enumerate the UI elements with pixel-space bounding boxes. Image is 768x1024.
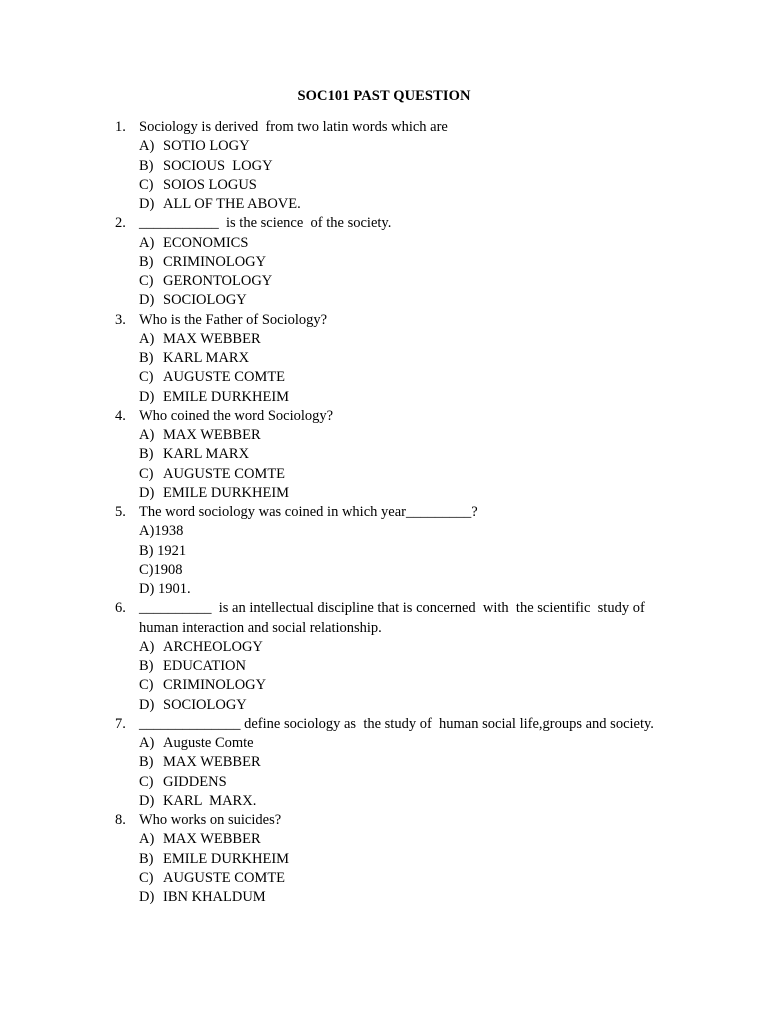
- question-text: Who coined the word Sociology?: [139, 407, 334, 424]
- option-letter: B): [139, 658, 154, 674]
- option-text: MAX WEBBER: [163, 831, 261, 848]
- question-number: 7.: [115, 715, 126, 732]
- question-number: 6.: [115, 600, 126, 617]
- answer-option: [139, 445, 768, 464]
- answer-option: [139, 542, 768, 561]
- question-number: 1.: [115, 119, 126, 135]
- option-letter: D): [139, 581, 155, 597]
- option-letter: A): [139, 330, 155, 347]
- question-text: The word sociology was coined in which year_________?: [139, 504, 478, 520]
- option-letter: A): [139, 831, 155, 848]
- question-item: [0, 503, 768, 599]
- answer-option: [139, 657, 768, 676]
- option-letter: D): [139, 889, 155, 905]
- option-text: EMILE DURKHEIM: [163, 484, 290, 501]
- option-letter: D): [139, 292, 155, 309]
- option-letter: A): [139, 638, 155, 655]
- question-number: 2.: [115, 215, 126, 232]
- question-text: __________ is an intellectual discipline that is concerned with the scientific study of human interaction and social relationship.: [139, 600, 649, 636]
- question-item: [0, 214, 768, 310]
- option-letter: C): [139, 273, 154, 289]
- answer-option: [139, 368, 768, 387]
- option-text: 1938: [154, 523, 184, 540]
- answer-option: [139, 137, 768, 156]
- question-number: 8.: [115, 812, 126, 828]
- option-text: KARL MARX: [163, 350, 250, 366]
- option-letter: B): [139, 754, 154, 771]
- option-text: SOCIOLOGY: [163, 292, 247, 309]
- question-text: ______________ define sociology as the study of human social life,groups and society.: [139, 715, 654, 732]
- option-letter: C): [139, 465, 154, 482]
- answer-option: [139, 888, 768, 907]
- option-text: EMILE DURKHEIM: [163, 388, 290, 405]
- option-letter: D): [139, 792, 155, 809]
- option-text: AUGUSTE COMTE: [163, 869, 286, 886]
- option-letter: C): [139, 869, 154, 886]
- option-text: SOCIOLOGY: [163, 696, 247, 713]
- question-item: [0, 811, 768, 907]
- answer-option: [139, 522, 768, 541]
- option-text: KARL MARX.: [163, 792, 257, 809]
- option-text: SOCIOUS LOGY: [163, 157, 273, 174]
- answer-option: [139, 734, 768, 753]
- answer-option: [139, 349, 768, 368]
- answer-option: [139, 869, 768, 888]
- option-text: EDUCATION: [163, 658, 246, 674]
- answer-option: [139, 580, 768, 599]
- answer-option: [139, 465, 768, 484]
- question-item: [0, 715, 768, 811]
- answer-option: [139, 676, 768, 695]
- option-text: MAX WEBBER: [163, 754, 261, 771]
- option-text: ARCHEOLOGY: [163, 638, 263, 655]
- answer-option: [139, 773, 768, 792]
- question-text: ___________ is the science of the society.: [139, 215, 392, 232]
- option-text: GERONTOLOGY: [163, 273, 273, 289]
- option-letter: B): [139, 157, 154, 174]
- option-letter: B): [139, 253, 154, 270]
- option-text: Auguste Comte: [163, 735, 254, 751]
- option-text: CRIMINOLOGY: [163, 677, 267, 694]
- answer-option: [139, 330, 768, 349]
- answer-option: [139, 234, 768, 253]
- question-text: Who works on suicides?: [139, 812, 282, 828]
- option-letter: A): [139, 523, 155, 540]
- option-letter: C): [139, 369, 154, 386]
- answer-option: [139, 291, 768, 310]
- option-text: GIDDENS: [163, 773, 227, 790]
- question-list: [0, 118, 768, 907]
- option-letter: A): [139, 735, 155, 751]
- option-letter: B): [139, 350, 154, 366]
- option-text: IBN KHALDUM: [163, 889, 266, 905]
- option-text: ECONOMICS: [163, 234, 249, 251]
- option-text: SOIOS LOGUS: [163, 176, 257, 193]
- option-letter: C): [139, 677, 154, 694]
- answer-option: [139, 638, 768, 657]
- option-text: AUGUSTE COMTE: [163, 465, 286, 482]
- answer-option: [139, 561, 768, 580]
- answer-option: [139, 195, 768, 214]
- option-text: 1901.: [154, 581, 191, 597]
- option-text: EMILE DURKHEIM: [163, 850, 290, 867]
- option-text: MAX WEBBER: [163, 427, 261, 443]
- option-letter: A): [139, 234, 155, 251]
- answer-option: [139, 388, 768, 407]
- option-text: CRIMINOLOGY: [163, 253, 267, 270]
- question-item: [0, 311, 768, 407]
- page-title: SOC101 PAST QUESTION: [297, 88, 471, 104]
- answer-option: [139, 157, 768, 176]
- question-number: 4.: [115, 407, 126, 424]
- option-letter: C): [139, 773, 154, 790]
- answer-option: [139, 426, 768, 445]
- option-letter: D): [139, 388, 155, 405]
- option-letter: D): [139, 484, 155, 501]
- question-item: [0, 118, 768, 214]
- question-item: [0, 599, 768, 715]
- option-letter: B): [139, 446, 154, 463]
- answer-option: [139, 253, 768, 272]
- option-letter: D): [139, 196, 155, 212]
- answer-option: [139, 792, 768, 811]
- answer-option: [139, 484, 768, 503]
- option-text: ALL OF THE ABOVE.: [163, 196, 301, 212]
- question-text: Who is the Father of Sociology?: [139, 311, 328, 328]
- option-letter: B): [139, 542, 154, 559]
- option-letter: C): [139, 176, 154, 193]
- option-letter: A): [139, 138, 155, 155]
- answer-option: [139, 696, 768, 715]
- answer-option: [139, 176, 768, 195]
- option-text: AUGUSTE COMTE: [163, 369, 286, 386]
- question-text: Sociology is derived from two latin words which are: [139, 119, 448, 135]
- answer-option: [139, 850, 768, 869]
- option-letter: A): [139, 427, 155, 443]
- option-text: 1908: [153, 561, 183, 578]
- question-number: 3.: [115, 311, 126, 328]
- question-number: 5.: [115, 504, 126, 520]
- option-letter: C): [139, 561, 154, 578]
- question-item: [0, 407, 768, 503]
- option-letter: D): [139, 696, 155, 713]
- option-text: MAX WEBBER: [163, 330, 261, 347]
- option-text: 1921: [153, 542, 187, 559]
- answer-option: [139, 753, 768, 772]
- option-letter: B): [139, 850, 154, 867]
- option-text: KARL MARX: [163, 446, 250, 463]
- option-text: SOTIO LOGY: [163, 138, 250, 155]
- answer-option: [139, 272, 768, 291]
- answer-option: [139, 830, 768, 849]
